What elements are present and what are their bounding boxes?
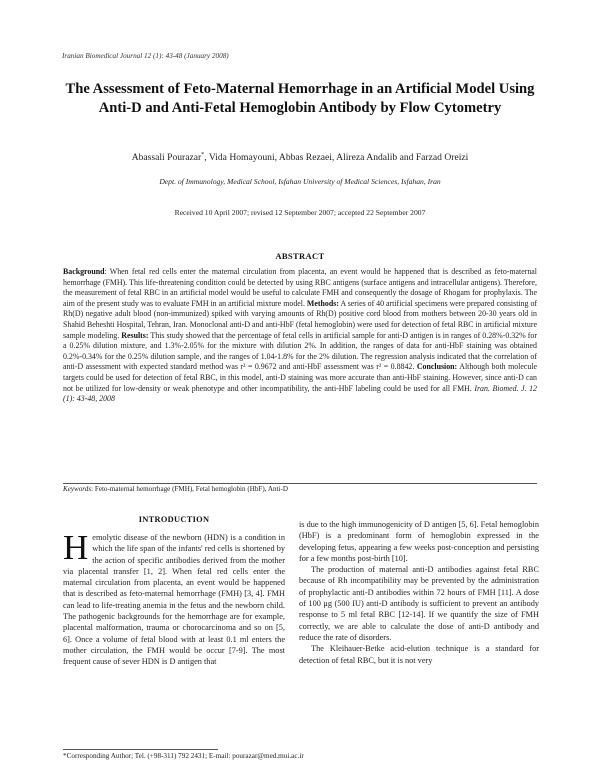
introduction-heading: INTRODUCTION bbox=[138, 515, 210, 524]
journal-citation-header: Iranian Biomedical Journal 12 (1): 43-48 (January 2008) bbox=[62, 52, 229, 60]
abstract-body bbox=[63, 267, 537, 405]
drop-cap-letter: H bbox=[63, 528, 89, 567]
abstract-methods-label: Methods: bbox=[306, 298, 339, 308]
keywords-label: Keywords bbox=[63, 485, 92, 493]
keywords-line bbox=[63, 485, 537, 493]
keywords-text: : Feto-maternal hemorrhage (FMH), Fetal hemoglobin (HbF), Anti-D bbox=[91, 485, 288, 493]
abstract-conclusion-label: Conclusion: bbox=[416, 362, 458, 372]
footnote-divider bbox=[63, 749, 218, 750]
submission-dates: Received 10 April 2007; revised 12 September 2007; accepted 22 September 2007 bbox=[174, 208, 426, 217]
abstract-heading: ABSTRACT bbox=[275, 251, 325, 261]
intro-paragraph-1 bbox=[63, 528, 285, 668]
other-authors: , Vida Homayouni, Abbas Rezaei, Alireza Andalib and Farzad Oreizi bbox=[204, 152, 469, 164]
author-list bbox=[60, 152, 540, 163]
right-column bbox=[299, 519, 539, 666]
author-affiliation: Dept. of Immunology, Medical School, Isfahan University of Medical Sciences, Isfahan, Iran bbox=[159, 177, 441, 186]
intro-paragraph-3: The production of maternal anti-D antibodies against fetal RBC because of Rh incompatibility may be prevented by the administration of prophylactic anti-D antibodies within 72 hours of FMH [11]. A dose of 100 μg (500 IU) anti-D antibody is sufficient to prevent an antibody response to 5 ml fetal RBC [12-14]. If we quantify the size of FMH correctly, we are able to calculate the dose of anti-D antibody and reduce the rate of disorders. bbox=[299, 565, 539, 642]
abstract-conclusion-text: Although both molecule targets could be used for detection of fetal RBC, in this model, anti-D staining was more accurate than anti-HbF staining. However, since anti-D can not be utilized for low-density or weak phenotype and other incompatibility, the anti-HbF labeling could be used for all FMH. bbox=[63, 362, 537, 393]
intro-paragraph-1-text: emolytic disease of the newborn (HDN) is a condition in which the life span of the infants' red cells is shortened by the action of specific antibodies derived from the mother via placental transfer [1, 2]. When fetal red cells enter the maternal circulation from placenta, an event would be happened that is described as feto-maternal hemorrhage (FMH) [3, 4]. FMH can lead to life-treating anemia in the fetus and the newborn child. The pathogenic backgrounds for the hemorrhage are for example, placental malformation, trauma or chorocarcinoma and so on [5, 6]. Once a volume of fetal blood with at least 0.1 ml enters the mother circulation, the FMH would be occur [7-9]. The most frequent cause of sever HDN is D antigen that bbox=[63, 533, 285, 667]
abstract-methods-text: A series of 40 artificial specimens were prepared consisting of Rh(D) negative adult blood (non-immunized) spiked with varying amounts of Rh(D) positive cord blood from mothers between 20-30 years old in Shahid Beheshti Hospital, Tehran, Iran. Monoclonal anti-D and anti-HbF (fetal hemoglobin) were used for detection of fetal RBC in artificial mixture sample modeling. bbox=[63, 298, 538, 340]
intro-paragraph-2: is due to the high immunogenicity of D antigen [5, 6]. Fetal hemoglobin (HbF) is a predominant form of hemoglobin expressed in the developing fetus, appearing a few weeks post-conception and persisting for a few months post-birth [10]. bbox=[299, 520, 539, 563]
abstract-citation: Iran. Biomed. J. 12 (1): 43-48, 2008 bbox=[63, 383, 538, 404]
corresponding-author-marker: * bbox=[201, 152, 205, 158]
abstract-background-text: : When fetal red cells enter the maternal circulation from placenta, an event would be happened that is described as feto-maternal hemorrhage (FMH). This life-threatening condition could be detected by using RBC antigens (surface antigens and intracellular antigens). Therefore, the measurement of fetal RBC in an artificial model would be useful to calculate FMH and consequently the dosage of Rhogam for prophylaxis. The aim of the present study was to evaluate FMH in an artificial mixture model. bbox=[63, 267, 537, 308]
left-column bbox=[63, 515, 285, 668]
intro-paragraph-4: The Kleihauer-Betke acid-elution technique is a standard for detection of fetal RBC, but it is not very bbox=[299, 644, 539, 665]
abstract-results-text: This study showed that the percentage of fetal cells in artificial sample for anti-D antigen is in ranges of 0.28%-0.32% for a 0.25% dilution mixture, and 1.3%-2.05% for the mixture with dilution 2%. In addition, the ranges of data for anti-HbF staining was obtained 0.2%-0.34% for the 0.25% dilution sample, and the ranges of 1.04-1.8% for the 2% dilution. The regression analysis indicated that the correlation of anti-D assessment with expected standard method was r² = 0.9672 and anti-HbF assessment was r² = 0.8842. bbox=[63, 330, 537, 372]
abstract-background-label: Background bbox=[63, 267, 105, 276]
paper-title: The Assessment of Feto-Maternal Hemorrhage in an Artificial Model Using Anti-D and Anti-Fetal Hemoglobin Antibody by Flow Cytometry bbox=[65, 81, 535, 116]
abstract-results-label: Results: bbox=[121, 330, 149, 340]
keywords-divider bbox=[63, 483, 537, 484]
first-author: Abassali Pourazar bbox=[131, 152, 202, 164]
corresponding-author-footnote: *Corresponding Author; Tel. (+98-311) 792 2431; E-mail: pourazar@med.mui.ac.ir bbox=[63, 752, 304, 760]
